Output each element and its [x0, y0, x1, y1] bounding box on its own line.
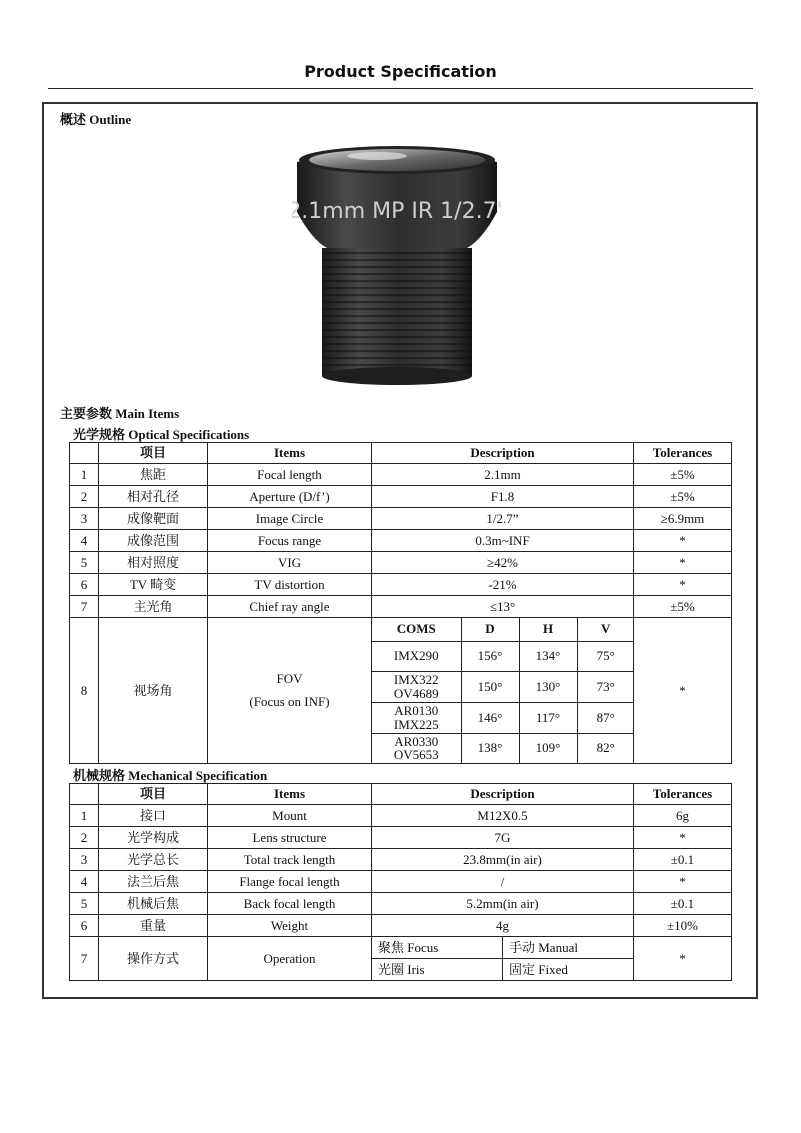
- row-tol: *: [634, 827, 732, 849]
- fov-subtable-cell: [372, 618, 634, 764]
- row-cn: 接口: [99, 805, 208, 827]
- table-row: [70, 849, 732, 871]
- row-item: Aperture (D/f’): [208, 486, 372, 508]
- row-tol: ≥6.9mm: [634, 508, 732, 530]
- fov-sublabel: (Focus on INF): [249, 693, 330, 709]
- row-cn: 主光角: [99, 596, 208, 618]
- iris-value: 固定 Fixed: [503, 959, 634, 981]
- row-no: 5: [70, 552, 99, 574]
- fov-v: 87°: [577, 702, 634, 733]
- row-desc: 5.2mm(in air): [372, 893, 634, 915]
- table-row: [70, 508, 732, 530]
- row-desc: ≥42%: [372, 552, 634, 574]
- row-no: 3: [70, 849, 99, 871]
- fov-table-row: [372, 671, 634, 702]
- row-cn: 成像范围: [99, 530, 208, 552]
- mechanical-spec-table: [69, 783, 732, 981]
- row-tol: *: [634, 937, 732, 981]
- col-cn-item: 项目: [99, 443, 208, 464]
- col-description: Description: [372, 443, 634, 464]
- table-row: [70, 871, 732, 893]
- row-tol: ±0.1: [634, 849, 732, 871]
- row-item: Operation: [208, 937, 372, 981]
- fov-sensor: IMX290: [372, 641, 461, 671]
- fov-h: 109°: [519, 733, 577, 763]
- col-item: Items: [208, 443, 372, 464]
- row-no: 4: [70, 871, 99, 893]
- fov-v: 75°: [577, 641, 634, 671]
- table-row: [70, 552, 732, 574]
- row-desc: 7G: [372, 827, 634, 849]
- table-row: [70, 530, 732, 552]
- outline-heading: 概述 Outline: [60, 112, 132, 127]
- table-header-row: [70, 784, 732, 805]
- fov-col-sensor: COMS: [396, 621, 436, 637]
- table-header-row: [70, 443, 732, 464]
- fov-table-row: [372, 733, 634, 763]
- table-row: [70, 915, 732, 937]
- focus-label: 聚焦 Focus: [372, 937, 503, 959]
- row-item: TV distortion: [208, 574, 372, 596]
- table-row: [70, 893, 732, 915]
- fov-col-d: D: [461, 618, 519, 641]
- row-item: Total track length: [208, 849, 372, 871]
- row-no: 2: [70, 827, 99, 849]
- row-no: 6: [70, 915, 99, 937]
- fov-table-row: [372, 641, 634, 671]
- fov-subtable: [372, 618, 634, 763]
- row-tol: ±5%: [634, 596, 732, 618]
- row-tol: *: [634, 618, 732, 764]
- row-desc: /: [372, 871, 634, 893]
- row-tol: ±0.1: [634, 893, 732, 915]
- row-no: 1: [70, 464, 99, 486]
- row-desc: 0.3m~INF: [372, 530, 634, 552]
- col-no: [70, 784, 99, 805]
- row-tol: *: [634, 530, 732, 552]
- fov-col-v: V: [577, 618, 634, 641]
- row-cn: 成像靶面: [99, 508, 208, 530]
- col-item: Items: [208, 784, 372, 805]
- table-row: [70, 805, 732, 827]
- row-item: Image Circle: [208, 508, 372, 530]
- table-row: [70, 486, 732, 508]
- row-cn: 操作方式: [99, 937, 208, 981]
- row-no: 5: [70, 893, 99, 915]
- fov-d: 150°: [461, 671, 519, 702]
- row-desc: 2.1mm: [372, 464, 634, 486]
- row-tol: *: [634, 574, 732, 596]
- row-no: 3: [70, 508, 99, 530]
- main-items-heading: 主要参数 Main Items: [60, 406, 180, 421]
- optical-spec-table: [69, 442, 732, 764]
- page-title: Product Specification: [304, 62, 497, 81]
- row-cn: 机械后焦: [99, 893, 208, 915]
- table-row: [70, 574, 732, 596]
- row-desc: 1/2.7”: [372, 508, 634, 530]
- fov-h: 134°: [519, 641, 577, 671]
- row-no: 4: [70, 530, 99, 552]
- col-tolerances: Tolerances: [634, 784, 732, 805]
- row-desc: 23.8mm(in air): [372, 849, 634, 871]
- row-desc: ≤13°: [372, 596, 634, 618]
- row-no: 7: [70, 596, 99, 618]
- row-cn: 相对照度: [99, 552, 208, 574]
- row-tol: ±10%: [634, 915, 732, 937]
- row-desc: 4g: [372, 915, 634, 937]
- fov-v: 73°: [577, 671, 634, 702]
- row-cn: TV 畸变: [99, 574, 208, 596]
- col-no: [70, 443, 99, 464]
- row-item: Chief ray angle: [208, 596, 372, 618]
- fov-sensor: AR0330 OV5653: [372, 733, 461, 763]
- row-item: Focus range: [208, 530, 372, 552]
- mechanical-heading: 机械规格 Mechanical Specification: [73, 768, 268, 783]
- iris-label: 光圈 Iris: [372, 959, 503, 981]
- fov-d: 138°: [461, 733, 519, 763]
- optical-heading: 光学规格 Optical Specifications: [73, 427, 250, 442]
- row-tol: ±5%: [634, 464, 732, 486]
- row-no: 2: [70, 486, 99, 508]
- row-no: 6: [70, 574, 99, 596]
- row-tol: *: [634, 552, 732, 574]
- row-no: 7: [70, 937, 99, 981]
- row-desc: F1.8: [372, 486, 634, 508]
- row-cn: 焦距: [99, 464, 208, 486]
- row-item: [208, 618, 372, 764]
- fov-sensor: AR0130 IMX225: [372, 702, 461, 733]
- row-cn: 相对孔径: [99, 486, 208, 508]
- row-cn: 光学构成: [99, 827, 208, 849]
- row-tol: *: [634, 871, 732, 893]
- col-tolerances: Tolerances: [634, 443, 732, 464]
- row-item: Flange focal length: [208, 871, 372, 893]
- fov-header-row: [372, 618, 634, 641]
- focus-value: 手动 Manual: [503, 937, 634, 959]
- row-no: 1: [70, 805, 99, 827]
- row-item: Weight: [208, 915, 372, 937]
- fov-sensor: IMX322 OV4689: [372, 671, 461, 702]
- fov-h: 130°: [519, 671, 577, 702]
- row-tol: 6g: [634, 805, 732, 827]
- lens-product-image: [292, 140, 502, 390]
- row-item: VIG: [208, 552, 372, 574]
- row-cn: 光学总长: [99, 849, 208, 871]
- row-item: Focal length: [208, 464, 372, 486]
- row-no: 8: [70, 618, 99, 764]
- row-tol: ±5%: [634, 486, 732, 508]
- fov-d: 146°: [461, 702, 519, 733]
- fov-label: FOV: [276, 671, 303, 687]
- fov-col-h: H: [519, 618, 577, 641]
- table-row: [70, 596, 732, 618]
- operation-row: [70, 937, 732, 959]
- table-row: [70, 827, 732, 849]
- row-item: Lens structure: [208, 827, 372, 849]
- fov-table-row: [372, 702, 634, 733]
- fov-v: 82°: [577, 733, 634, 763]
- row-cn: 法兰后焦: [99, 871, 208, 893]
- col-description: Description: [372, 784, 634, 805]
- title-divider: [48, 88, 753, 89]
- table-row: [70, 464, 732, 486]
- fov-h: 117°: [519, 702, 577, 733]
- lens-print-text: 2.1mm MP IR 1/2.7": [292, 199, 502, 224]
- fov-row: [70, 618, 732, 764]
- row-desc: -21%: [372, 574, 634, 596]
- row-cn: 重量: [99, 915, 208, 937]
- col-cn-item: 项目: [99, 784, 208, 805]
- row-cn: 视场角: [99, 618, 208, 764]
- row-item: Mount: [208, 805, 372, 827]
- fov-d: 156°: [461, 641, 519, 671]
- row-desc: M12X0.5: [372, 805, 634, 827]
- row-item: Back focal length: [208, 893, 372, 915]
